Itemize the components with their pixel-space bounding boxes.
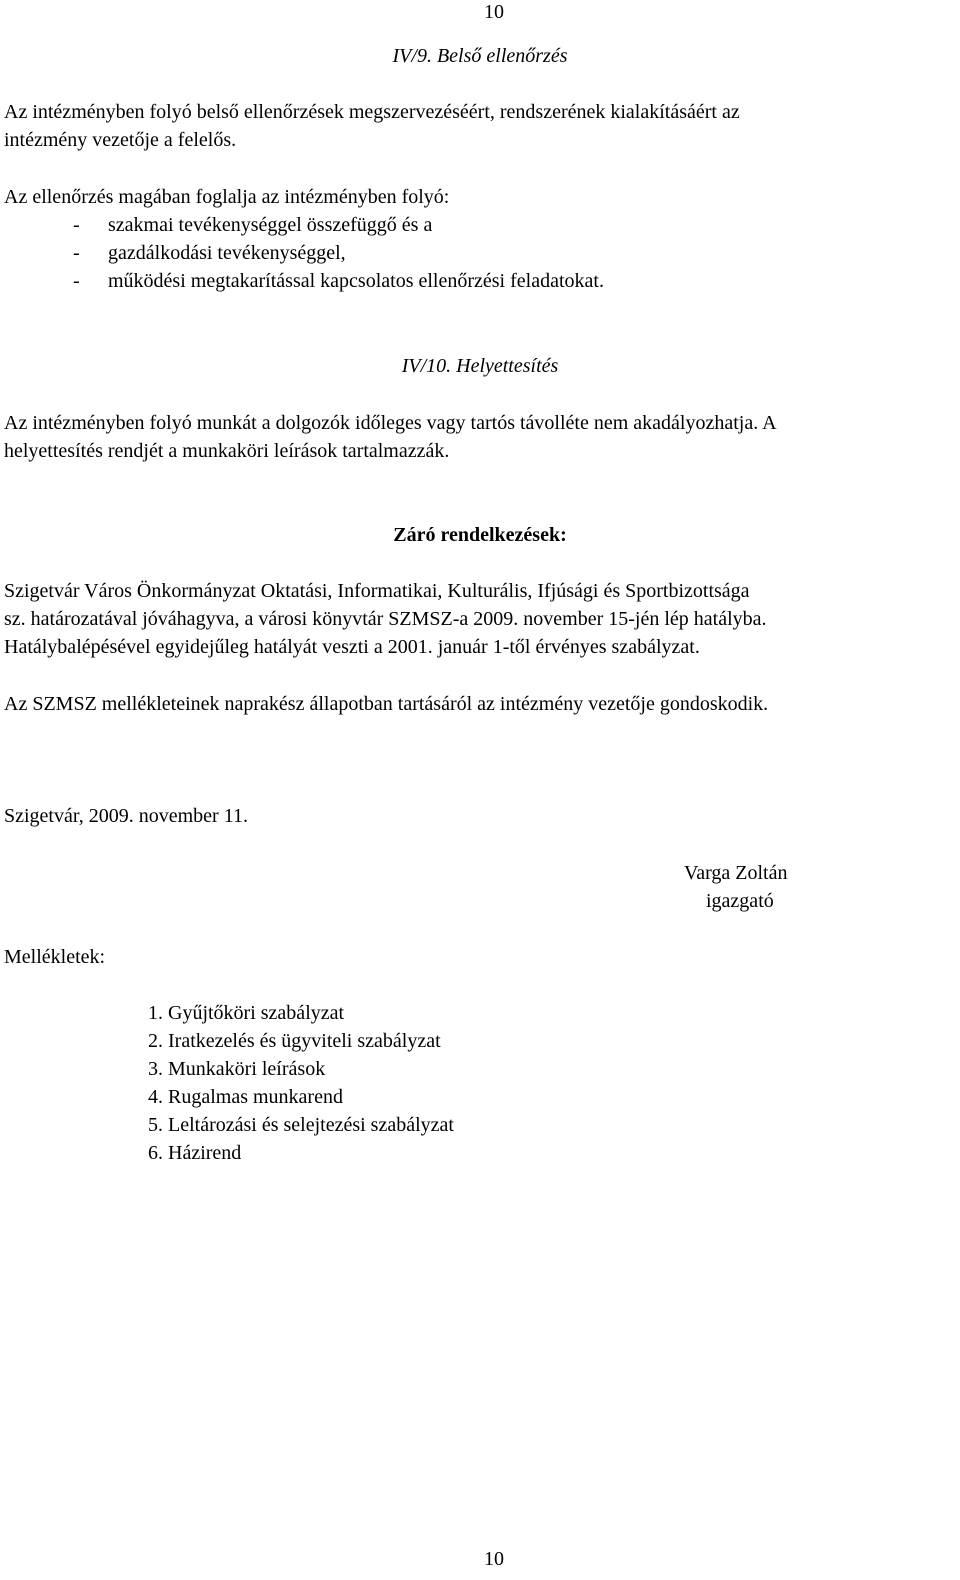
section-heading-closing-provisions: Záró rendelkezések:: [393, 524, 567, 546]
place-date: Szigetvár, 2009. november 11.: [4, 805, 248, 827]
bullet-text: gazdálkodási tevékenységgel,: [108, 242, 346, 264]
attachments-label: Mellékletek:: [4, 946, 106, 968]
attachment-item: 5. Leltározási és selejtezési szabályzat: [148, 1114, 454, 1136]
signature-name: Varga Zoltán: [684, 862, 788, 884]
paragraph-intro: Az ellenőrzés magában foglalja az intézményben folyó:: [4, 186, 450, 208]
bullet-text: szakmai tevékenységgel összefüggő és a: [108, 214, 433, 236]
paragraph-line: Hatálybalépésével egyidejűleg hatályát veszti a 2001. január 1-től érvényes szabályzat.: [4, 636, 700, 658]
paragraph-line: Az intézményben folyó belső ellenőrzések megszervezéséért, rendszerének kialakításáért az: [4, 101, 740, 123]
attachment-item: 3. Munkaköri leírások: [148, 1058, 326, 1080]
attachment-item: 4. Rugalmas munkarend: [148, 1086, 343, 1108]
section-heading-substitution: IV/10. Helyettesítés: [401, 355, 559, 377]
bullet-marker: -: [73, 214, 80, 236]
bullet-marker: -: [73, 270, 80, 292]
attachment-item: 2. Iratkezelés és ügyviteli szabályzat: [148, 1030, 441, 1052]
signature-title: igazgató: [706, 890, 774, 912]
bullet-marker: -: [73, 242, 80, 264]
attachment-item: 1. Gyűjtőköri szabályzat: [148, 1002, 345, 1024]
paragraph-line: intézmény vezetője a felelős.: [4, 129, 237, 151]
paragraph-line: helyettesítés rendjét a munkaköri leírások tartalmazzák.: [4, 440, 450, 462]
attachment-item: 6. Házirend: [148, 1142, 242, 1164]
bullet-text: működési megtakarítással kapcsolatos ellenőrzési feladatokat.: [108, 270, 604, 292]
paragraph-line: Az intézményben folyó munkát a dolgozók időleges vagy tartós távolléte nem akadályozhatja. A: [4, 412, 777, 434]
paragraph-line: sz. határozatával jóváhagyva, a városi könyvtár SZMSZ-a 2009. november 15-jén lép hatályba.: [4, 608, 767, 630]
section-heading-internal-audit: IV/9. Belső ellenőrzés: [392, 45, 568, 67]
paragraph-line: Az SZMSZ mellékleteinek naprakész állapotban tartásáról az intézmény vezetője gondoskodik.: [4, 693, 769, 715]
paragraph-line: Szigetvár Város Önkormányzat Oktatási, Informatikai, Kulturális, Ifjúsági és Sportbizottsága: [4, 580, 750, 602]
page-number-top: 10: [484, 1, 504, 23]
page-number-bottom: 10: [484, 1548, 504, 1570]
